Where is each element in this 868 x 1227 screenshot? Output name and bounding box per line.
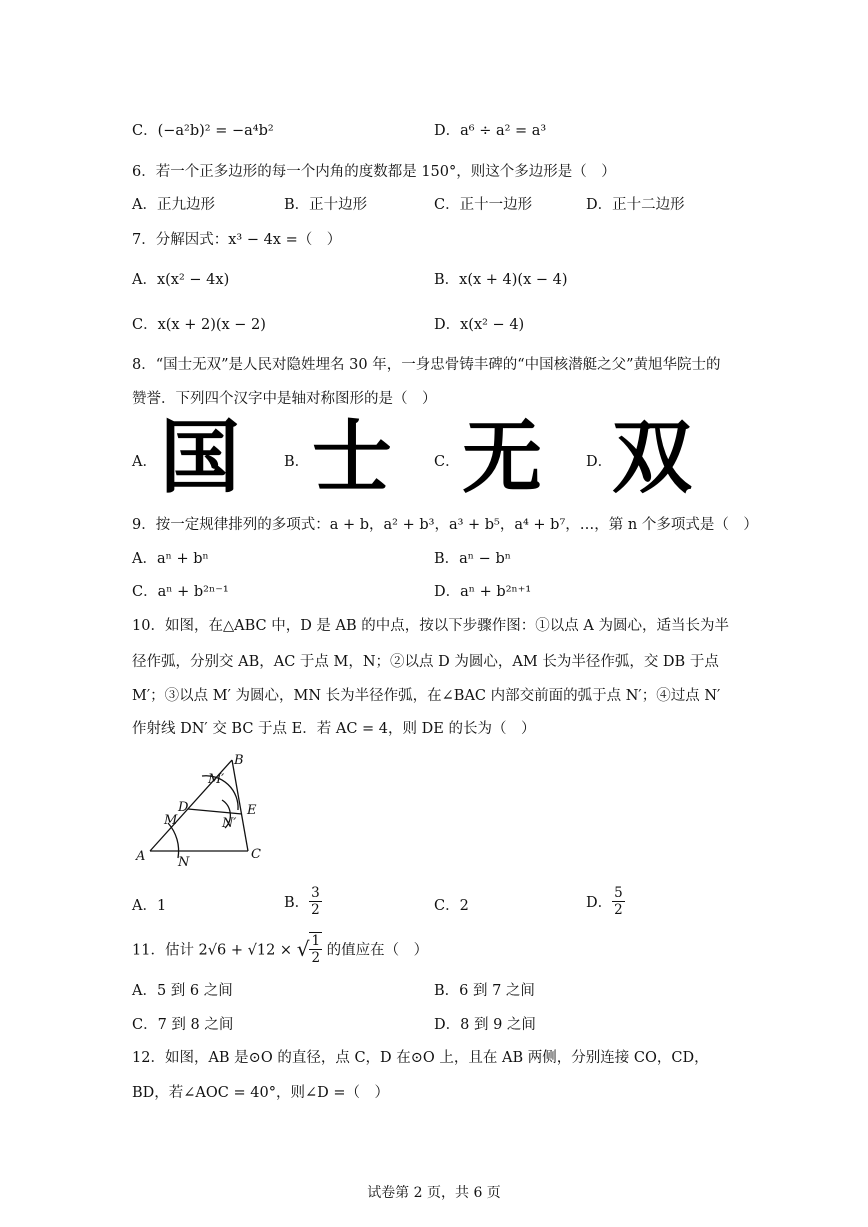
label-e: E <box>247 803 257 818</box>
q8-option-a-label: A． <box>132 454 157 470</box>
q7-option-c: C．x(x + 2)(x − 2) <box>132 317 266 333</box>
q6-option-b: B．正十边形 <box>284 197 368 213</box>
fraction-numerator: 1 <box>311 933 321 949</box>
q5-option-d: D．a⁶ ÷ a² = a³ <box>434 123 547 139</box>
q10-option-d <box>586 885 625 918</box>
q10-stem-line4: 作射线 DN′ 交 BC 于点 E．若 AC = 4，则 DE 的长为（ ） <box>132 721 536 737</box>
fraction-denominator: 2 <box>614 902 623 918</box>
q8-stem-line1: 8．“国士无双”是人民对隐姓埋名 30 年，一身忠骨铸丰碑的“中国核潜艇之父”黄旭华院士的 <box>132 357 721 373</box>
q6-option-d: D．正十二边形 <box>586 197 685 213</box>
label-n: N <box>178 855 190 870</box>
q10-stem-line1: 10．如图，在△ABC 中，D 是 AB 的中点，按以下步骤作图：①以点 A 为圆心，适当长为半 <box>132 618 729 634</box>
q11-stem-suffix: 的值应在（ ） <box>326 942 429 959</box>
q8-stem-line2: 赞誉．下列四个汉字中是轴对称图形的是（ ） <box>132 391 437 407</box>
q9-option-a: A．aⁿ + bⁿ <box>132 551 209 567</box>
q6-option-a: A．正九边形 <box>132 197 215 213</box>
q9-option-c: C．aⁿ + b²ⁿ⁻¹ <box>132 584 229 600</box>
fraction-numerator: 3 <box>311 885 320 901</box>
q10-option-c: C．2 <box>434 898 469 914</box>
char-shi: 士 <box>312 411 392 504</box>
q12-stem-line1: 12．如图，AB 是⊙O 的直径，点 C，D 在⊙O 上，且在 AB 两侧，分别连接 CO，CD， <box>132 1050 709 1066</box>
page-footer: 试卷第 2 页，共 6 页 <box>367 1185 501 1201</box>
q8-option-d-label: D． <box>586 454 613 470</box>
q8-option-b-label: B． <box>284 454 310 470</box>
arc-mn <box>168 823 179 858</box>
q8-option-c-image <box>462 411 542 504</box>
q7-option-d: D．x(x² − 4) <box>434 317 525 333</box>
label-m-prime: M′ <box>208 772 225 787</box>
q9-stem: 9．按一定规律排列的多项式：a + b，a² + b³，a³ + b⁵，a⁴ + b⁷，…，第 n 个多项式是（ ） <box>132 517 758 533</box>
q11-option-d: D．8 到 9 之间 <box>434 1017 536 1033</box>
q7-option-a: A．x(x² − 4x) <box>132 272 230 288</box>
q10-option-b <box>284 885 322 918</box>
q11-stem <box>132 932 428 966</box>
char-shuang: 双 <box>612 411 692 504</box>
q11-fraction <box>309 932 322 966</box>
q6-option-c: C．正十一边形 <box>434 197 533 213</box>
q10-option-d-label: D． <box>586 895 613 911</box>
q9-option-d: D．aⁿ + b²ⁿ⁺¹ <box>434 584 532 600</box>
q11-stem-prefix: 11．估计 2√6 + √12 × <box>132 942 293 959</box>
label-c: C <box>251 847 261 862</box>
q11-option-b: B．6 到 7 之间 <box>434 983 535 999</box>
label-b: B <box>234 753 244 768</box>
q8-option-d-image <box>612 411 692 504</box>
q5-option-c: C．(−a²b)² = −a⁴b² <box>132 123 274 139</box>
q8-option-b-image <box>312 411 392 504</box>
q10-option-a: A．1 <box>132 898 167 914</box>
fraction-denominator: 2 <box>311 950 321 966</box>
q10-option-b-label: B． <box>284 895 310 911</box>
char-wu: 无 <box>462 411 542 504</box>
q10-stem-line3: M′；③以点 M′ 为圆心，MN 长为半径作弧，在∠BAC 内部交前面的弧于点 N′；④过点 N′ <box>132 688 721 704</box>
char-guo: 国 <box>160 411 240 504</box>
q10-option-d-fraction <box>612 885 625 918</box>
q10-stem-line2: 径作弧，分别交 AB，AC 于点 M，N；②以点 D 为圆心，AM 长为半径作弧，交 DB 于点 <box>132 654 719 670</box>
q11-option-c: C．7 到 8 之间 <box>132 1017 234 1033</box>
label-d: D <box>178 800 189 815</box>
q11-option-a: A．5 到 6 之间 <box>132 983 233 999</box>
sqrt-symbol-icon: √ <box>296 937 310 961</box>
ray-dn1 <box>188 809 242 814</box>
q8-option-c-label: C． <box>434 454 460 470</box>
q12-stem-line2: BD，若∠AOC = 40°，则∠D =（ ） <box>132 1085 389 1101</box>
label-n-prime: N′ <box>222 816 237 831</box>
q7-option-b: B．x(x + 4)(x − 4) <box>434 272 568 288</box>
q10-geometry-figure <box>130 748 270 873</box>
q10-option-b-fraction <box>309 885 322 918</box>
label-m: M <box>164 813 178 828</box>
fraction-numerator: 5 <box>614 885 623 901</box>
q8-option-a-image <box>160 411 240 504</box>
fraction-denominator: 2 <box>311 902 320 918</box>
q6-stem: 6．若一个正多边形的每一个内角的度数都是 150°，则这个多边形是（ ） <box>132 164 616 180</box>
segment-bc <box>232 760 248 851</box>
q9-option-b: B．aⁿ − bⁿ <box>434 551 511 567</box>
label-a: A <box>136 849 146 864</box>
q7-stem: 7．分解因式：x³ − 4x =（ ） <box>132 232 342 248</box>
